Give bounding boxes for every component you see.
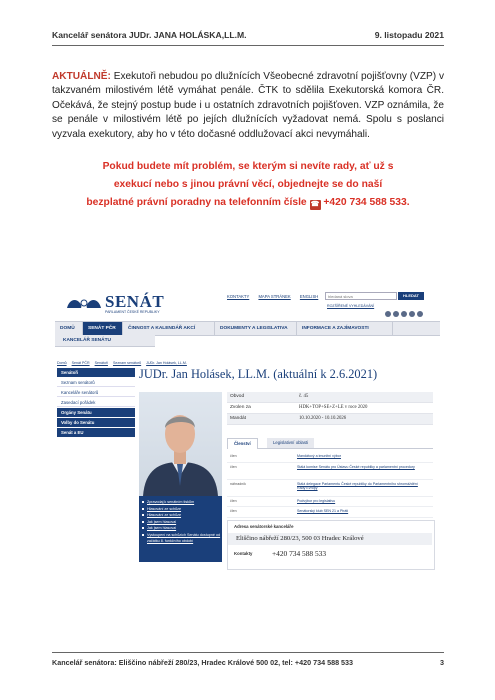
senator-portrait-icon	[139, 392, 222, 496]
membership-row	[227, 480, 433, 497]
nav-kancelar-senatu[interactable]: KANCELÁŘ SENÁTU	[55, 335, 155, 347]
sidebar-item-kancelare[interactable]: Kanceláře senátorů	[57, 388, 135, 397]
logo-subtitle: PARLAMENT ČESKÉ REPUBLIKY	[105, 310, 160, 314]
search-button[interactable]: HLEDAT	[398, 292, 424, 300]
senator-links-box	[139, 496, 222, 562]
membership-body[interactable]: Stálá delegace Parlamentu České republiky do Parlamentního shromáždění Rady Evropy	[297, 481, 418, 490]
membership-row	[227, 507, 433, 518]
info-value: č. 45	[299, 394, 309, 399]
article-lead: AKTUÁLNĚ:	[52, 71, 111, 82]
membership-row	[227, 463, 433, 480]
membership-row	[227, 452, 433, 463]
header-divider	[52, 45, 444, 46]
article-paragraph	[52, 70, 444, 142]
sidebar-item-eu[interactable]: Senát a EU	[57, 428, 135, 437]
header-office: Kancelář senátora JUDr. JANA HOLÁSKA,LL.M.	[52, 30, 247, 40]
callout-line-2: exekucí nebo s jinou právní věcí, objednejte se do naší	[113, 179, 383, 190]
top-link-english[interactable]: ENGLISH	[299, 294, 319, 299]
info-row	[227, 392, 433, 403]
sidebar-item-organy[interactable]: Orgány Senátu	[57, 408, 135, 417]
sidebar-item-seznam[interactable]: Seznam senátorů	[57, 378, 135, 387]
nav-dokumenty[interactable]: DOKUMENTY A LEGISLATIVA	[215, 322, 297, 335]
callout-phone[interactable]: +420 734 588 533.	[323, 197, 410, 208]
lions-emblem-icon	[65, 296, 103, 310]
address-title: Adresa senátorské kanceláře	[234, 524, 294, 529]
footer-contact: Kancelář senátora: Eliščino nábřeží 280/23, Hradec Králové 500 02, tel: +420 734 588 533	[52, 658, 354, 667]
sidebar	[57, 368, 135, 438]
page-header	[52, 30, 444, 44]
sidebar-item-senatori[interactable]: Senátoři	[57, 368, 135, 377]
tab-clenstvi[interactable]: Členství	[227, 438, 258, 449]
link-jak-hlasoval-2[interactable]: Jak jsem hlasoval	[139, 525, 222, 532]
senate-logo[interactable]	[65, 292, 175, 316]
senate-website-screenshot	[55, 288, 440, 628]
instagram-icon[interactable]	[401, 311, 407, 317]
info-value: 10.10.2020 - 10.10.2026	[299, 416, 347, 421]
membership-row	[227, 497, 433, 508]
membership-role: člen	[230, 464, 237, 469]
advanced-search-link[interactable]: ROZŠÍŘENÉ VYHLEDÁVÁNÍ	[327, 304, 375, 308]
contacts-phone[interactable]: +420 734 588 533	[272, 549, 327, 558]
membership-body[interactable]: Podvýbor pro legislativu	[297, 498, 336, 503]
logo-word: SENÁT	[105, 292, 165, 311]
breadcrumb-item: JUDr. Jan Holásek, LL.M.	[146, 361, 187, 365]
callout-line-3-text: bezplatné právní poradny na telefonním čísle	[86, 197, 307, 208]
top-link-mapa[interactable]: MAPA STRÁNEK	[258, 294, 291, 299]
breadcrumb-item[interactable]: Domů	[57, 361, 67, 365]
sidebar-item-zasedaci[interactable]: Zasedací pořádek	[57, 398, 135, 407]
senator-photo	[139, 392, 222, 496]
link-zpravodaj[interactable]: Zpravodaj k senátním tiskům	[139, 499, 222, 506]
search-input[interactable]: hledaná slova	[325, 292, 397, 300]
breadcrumb-item[interactable]: Senátoři	[94, 361, 108, 365]
membership-role: náhradník	[230, 481, 246, 486]
office-address: Eliščino nábřeží 280/23, 500 03 Hradec Králové	[228, 533, 432, 545]
twitter-icon[interactable]	[393, 311, 399, 317]
info-row	[227, 414, 433, 425]
youtube-icon[interactable]	[409, 311, 415, 317]
callout	[52, 158, 444, 212]
link-hlasovani-1[interactable]: Hlasování ze schůze	[139, 506, 222, 513]
senator-info	[227, 392, 433, 425]
membership-body[interactable]: Senátorský klub SEN 21 a Piráti	[297, 509, 349, 513]
header-date: 9. listopadu 2021	[374, 30, 444, 40]
callout-line-1: Pokud budete mít problém, se kterým si nevíte rady, ať už s	[102, 161, 394, 172]
info-label: Mandát	[230, 416, 246, 421]
info-value: HDK+TOP+SE+Z+LE v roce 2020	[299, 405, 368, 410]
link-hlasovani-2[interactable]: Hlasování ze schůze	[139, 512, 222, 519]
nav-senat-pcr[interactable]: SENÁT PČR	[83, 322, 123, 335]
rss-icon[interactable]	[417, 311, 423, 317]
membership-role: člen	[230, 454, 237, 458]
membership-role: člen	[230, 509, 237, 513]
membership-body[interactable]: Stálá komise Senátu pro Ústavu České republiky a parlamentní procedury	[297, 464, 415, 469]
nav-domu[interactable]: DOMŮ	[55, 322, 83, 335]
membership-list	[227, 452, 433, 518]
tab-legislativni-oblasti[interactable]: Legislativní oblasti	[267, 438, 314, 448]
social-icons	[385, 304, 425, 322]
top-link-kontakty[interactable]: KONTAKTY	[227, 294, 250, 299]
breadcrumb-item[interactable]: Senát PČR	[71, 361, 90, 365]
sidebar-item-volby[interactable]: Volby do Senátu	[57, 418, 135, 427]
senator-tabs	[227, 438, 433, 449]
nav-cinnost[interactable]: ČINNOST A KALENDÁŘ AKCÍ	[123, 322, 215, 335]
page-title: JUDr. Jan Holásek, LL.M. (aktuální k 2.6.2021)	[139, 367, 378, 381]
footer-divider	[52, 652, 444, 653]
info-label: Obvod	[230, 394, 245, 399]
link-vystoupeni[interactable]: Vystoupení na schůzích Senátu dostupné od začátku 8. funkčního období	[139, 532, 222, 545]
info-label: Zvolen za	[230, 405, 251, 410]
callout-line-3	[52, 194, 444, 212]
facebook-icon[interactable]	[385, 311, 391, 317]
link-jak-hlasoval-1[interactable]: Jak jsem hlasoval	[139, 519, 222, 526]
phone-icon: ☎	[310, 201, 320, 208]
membership-role: člen	[230, 498, 237, 503]
nav-informace[interactable]: INFORMACE A ZAJÍMAVOSTI	[297, 322, 393, 335]
article-body: Exekutoři nebudou po dlužnících Všeobecné zdravotní pojišťovny (VZP) v takzvaném milostivém létě vymáhat penále. ČTK to sdělila Exekutorská komora ČR. Očekává, že stejný postup bude i u ostatních zdravotních pojišťoven. VZP oznámila, že se penále v milostivém létě po jejích dlužnících vyžadovat nemá. Spolu s poslanci vyzvala exekutory, aby ho v této dočasné oddlužovací akci nevymáhali.	[52, 71, 444, 140]
main-nav	[55, 321, 440, 336]
page-number: 3	[440, 658, 444, 667]
contacts-label: Kontakty	[234, 551, 253, 556]
membership-body[interactable]: Mandátový a imunitní výbor	[297, 454, 341, 458]
info-row	[227, 403, 433, 414]
top-links	[227, 294, 326, 299]
breadcrumb-item[interactable]: Seznam senátorů	[112, 361, 142, 365]
breadcrumb	[57, 361, 191, 365]
office-address-box	[227, 520, 435, 570]
